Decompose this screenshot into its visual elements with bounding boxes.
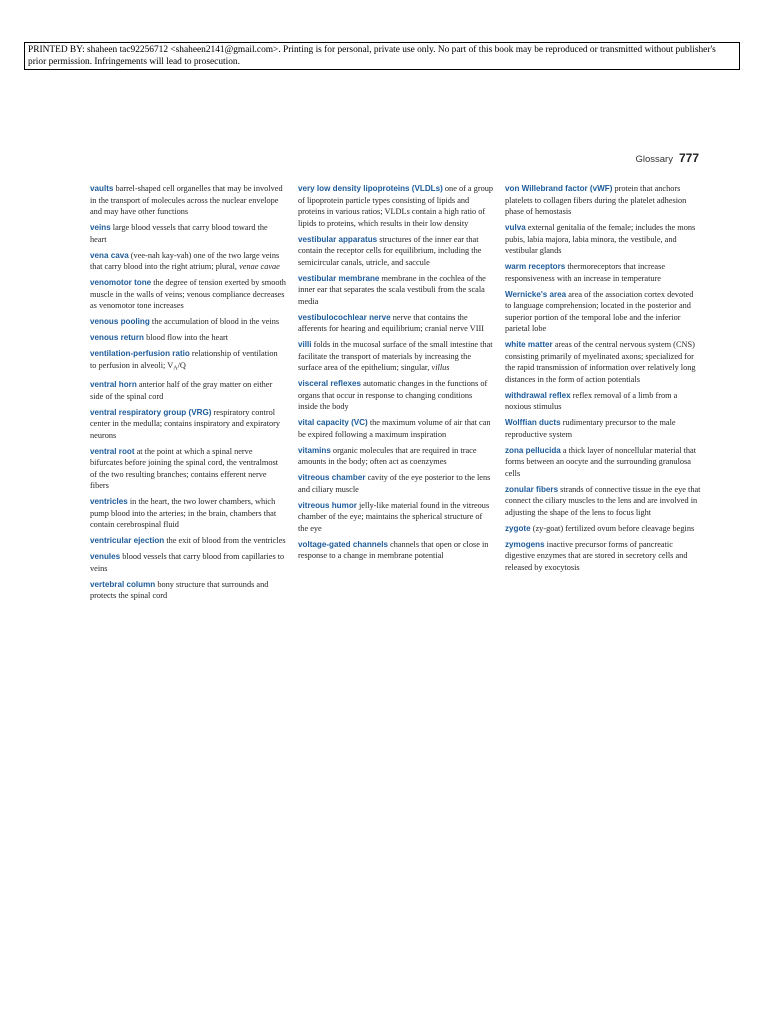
glossary-entry (90, 379, 286, 402)
glossary-definition: external genitalia of the female; includes the mons pubis, labia majora, labia minora, the vestibule, and vestibular glands (505, 223, 696, 255)
glossary-entry (505, 484, 701, 519)
glossary-term: venomotor tone (90, 278, 152, 287)
glossary-definition: at the point at which a spinal nerve bifurcates before joining the spinal cord, the ventralmost of the two resulting branches; contains efferent nerve fibers (90, 446, 279, 490)
glossary-term: visceral reflexes (298, 379, 362, 388)
glossary-definition: reflex removal of a limb from a noxious stimulus (505, 390, 678, 411)
glossary-definition: areas of the central nervous system (CNS) consisting primarily of myelinated axons; specialized for the rapid transmission of information over relatively long distances in the form of action potentials (505, 340, 696, 384)
glossary-term: zona pellucida (505, 445, 561, 455)
glossary-definition: one of a group of lipoprotein particle types consisting of lipids and proteins in various ratios; VLDLs contain a high ratio of lipids to proteins, which results in their low density (298, 184, 494, 228)
glossary-column-3 (505, 183, 701, 578)
glossary-term: vital capacity (VC) (298, 418, 368, 427)
glossary-definition: respiratory control center in the medulla; contains inspiratory and expiratory neurons (90, 407, 281, 440)
glossary-definition: membrane in the cochlea of the inner ear that separates the scala vestibuli from the scala media (298, 273, 486, 306)
glossary-definition: folds in the mucosal surface of the small intestine that facilitate the transport of materials by increasing the surface area of the epithelium; singular, (298, 340, 493, 372)
page-number: 777 (678, 151, 699, 165)
glossary-entry (505, 183, 701, 218)
glossary-term: ventricles (90, 497, 128, 506)
glossary-term: withdrawal reflex (505, 390, 571, 400)
glossary-entry (298, 312, 494, 335)
glossary-definition: blood flow into the heart (146, 333, 229, 342)
glossary-entry (298, 183, 494, 229)
glossary-definition: thermoreceptors that increase responsiveness with an increase in temperature (505, 262, 666, 283)
glossary-term: very low density lipoproteins (VLDLs) (298, 184, 443, 193)
glossary-term: vestibulocochlear nerve (298, 312, 391, 322)
glossary-definition: anterior half of the gray matter on either side of the spinal cord (90, 380, 273, 401)
glossary-definition: a thick layer of noncellular material that forms between an oocyte and the surrounding granulosa cells (505, 445, 697, 478)
glossary-entry (298, 273, 494, 308)
glossary-entry (90, 348, 286, 375)
glossary-definition: structures of the inner ear that contain the receptor cells for equilibrium, including the semicircular canals, utricle, and saccule (298, 234, 482, 267)
glossary-definition: large blood vessels that carry blood toward the heart (90, 223, 268, 244)
glossary-entry (505, 445, 701, 480)
section-title: Glossary (635, 154, 673, 165)
glossary-entry (90, 250, 286, 273)
glossary-definition: the exit of blood from the ventricles (166, 536, 286, 545)
glossary-entry (90, 222, 286, 245)
glossary-definition: the accumulation of blood in the veins (151, 317, 280, 326)
glossary-term: veins (90, 223, 111, 232)
glossary-term: venous pooling (90, 317, 150, 326)
glossary-term: vitreous chamber (298, 473, 366, 482)
glossary-entry (505, 539, 701, 574)
glossary-definition: cavity of the eye posterior to the lens and ciliary muscle (298, 473, 491, 494)
glossary-entry (90, 496, 286, 531)
glossary-entry (298, 472, 494, 495)
glossary-term: ventral respiratory group (VRG) (90, 407, 212, 417)
glossary-term: ventilation-perfusion ratio (90, 349, 190, 358)
glossary-entry (90, 551, 286, 574)
glossary-term: Wolffian ducts (505, 418, 561, 427)
glossary-term: voltage-gated channels (298, 539, 388, 549)
glossary-definition: the maximum volume of air that can be expired following a maximum inspiration (298, 418, 491, 439)
glossary-column-2 (298, 183, 494, 566)
glossary-definition: automatic changes in the functions of organs that occur in response to changing conditions inside the body (298, 379, 488, 411)
glossary-entry (90, 446, 286, 492)
glossary-term: vitamins (298, 445, 331, 455)
glossary-term: ventricular ejection (90, 536, 165, 545)
glossary-definition: nerve that contains the afferents for hearing and equilibrium; cranial nerve VIII (298, 312, 485, 333)
glossary-term: white matter (505, 340, 553, 349)
glossary-definition: in the heart, the two lower chambers, which pump blood into the arteries; in the brain, chambers that contain cerebrospinal fluid (90, 497, 277, 529)
glossary-entry (298, 234, 494, 269)
glossary-entry (505, 339, 701, 385)
glossary-entry (298, 500, 494, 535)
glossary-term: warm receptors (505, 262, 566, 271)
glossary-entry (505, 523, 701, 535)
glossary-definition: rudimentary precursor to the male reproductive system (505, 418, 676, 439)
glossary-term: vulva (505, 223, 526, 232)
glossary-term: zymogens (505, 539, 545, 549)
glossary-term: venules (90, 552, 121, 561)
glossary-entry (505, 289, 701, 335)
glossary-entry (90, 579, 286, 602)
glossary-entry (90, 183, 286, 218)
running-head (635, 151, 699, 165)
glossary-definition: barrel-shaped cell organelles that may be involved in the transport of molecules across the nuclear envelope and may have other functions (90, 184, 283, 216)
glossary-entry (298, 378, 494, 413)
glossary-entry (505, 417, 701, 440)
glossary-entry (298, 445, 494, 468)
glossary-entry (90, 277, 286, 312)
glossary-definition: protein that anchors platelets to collagen fibers during the platelet adhesion phase of hemostasis (505, 184, 687, 216)
glossary-entry (90, 316, 286, 328)
glossary-entry (90, 407, 286, 442)
glossary-entry (505, 390, 701, 413)
glossary-term: vitreous humor (298, 500, 357, 510)
glossary-definition: strands of connective tissue in the eye that connect the ciliary muscles to the lens and are involved in adjusting the shape of the lens to focus light (505, 484, 701, 517)
glossary-entry (505, 261, 701, 284)
glossary-definition: relationship of ventilation to perfusion in alveoli; V (90, 349, 278, 370)
glossary-entry (298, 417, 494, 440)
glossary-term: zonular fibers (505, 484, 559, 494)
glossary-term: Wernicke's area (505, 289, 567, 299)
glossary-definition: channels that open or close in response to a change in membrane potential (298, 539, 489, 560)
glossary-term: ventral root (90, 446, 135, 456)
glossary-term: von Willebrand factor (vWF) (505, 184, 613, 193)
glossary-entry (90, 535, 286, 547)
glossary-entry (298, 339, 494, 374)
glossary-term: zygote (505, 523, 531, 533)
glossary-term: vestibular apparatus (298, 234, 378, 244)
glossary-definition: organic molecules that are required in trace amounts in the body; often act as coenzymes (298, 445, 477, 466)
glossary-definition: jelly-like material found in the vitreous chamber of the eye; maintains the spherical structure of the eye (298, 500, 490, 533)
glossary-definition: (zy-goat) fertilized ovum before cleavage begins (532, 523, 695, 533)
glossary-term: vertebral column (90, 579, 156, 589)
glossary-definition: the degree of tension exerted by smooth muscle in the walls of veins; venous compliance decreases as venomotor tone increases (90, 278, 286, 310)
plural-form: villus (431, 363, 450, 372)
glossary-definition: inactive precursor forms of pancreatic digestive enzymes that are stored in secretory cells and released by exocytosis (505, 539, 688, 572)
glossary-definition: blood vessels that carry blood from capillaries to veins (90, 552, 285, 573)
glossary-entry (298, 539, 494, 562)
glossary-definition: (vee-nah kay-vah) one of the two large veins that carry blood into the right atrium; plural, (90, 250, 280, 271)
glossary-term: vena cava (90, 250, 129, 260)
glossary-term: ventral horn (90, 380, 137, 389)
definition-suffix: /Q (177, 360, 186, 370)
glossary-entry (90, 332, 286, 344)
glossary-definition: bony structure that surrounds and protects the spinal cord (90, 579, 269, 600)
glossary-column-1 (90, 183, 286, 606)
glossary-term: venous return (90, 333, 144, 342)
glossary-entry (505, 222, 701, 257)
glossary-term: vaults (90, 184, 114, 193)
glossary-term: vestibular membrane (298, 273, 380, 283)
glossary-definition: area of the association cortex devoted to language comprehension; located in the posterior and superior portion of the temporal lobe and the inferior parietal lobe (505, 289, 694, 333)
plural-form: venae cavae (239, 262, 280, 271)
subscript: A (173, 365, 178, 371)
print-notice: PRINTED BY: shaheen tac92256712 <shaheen2141@gmail.com>. Printing is for personal, private use only. No part of this book may be reproduced or transmitted without publisher's prior permission. Infringements will lead to prosecution. (24, 42, 740, 70)
glossary-term: villi (298, 340, 312, 349)
